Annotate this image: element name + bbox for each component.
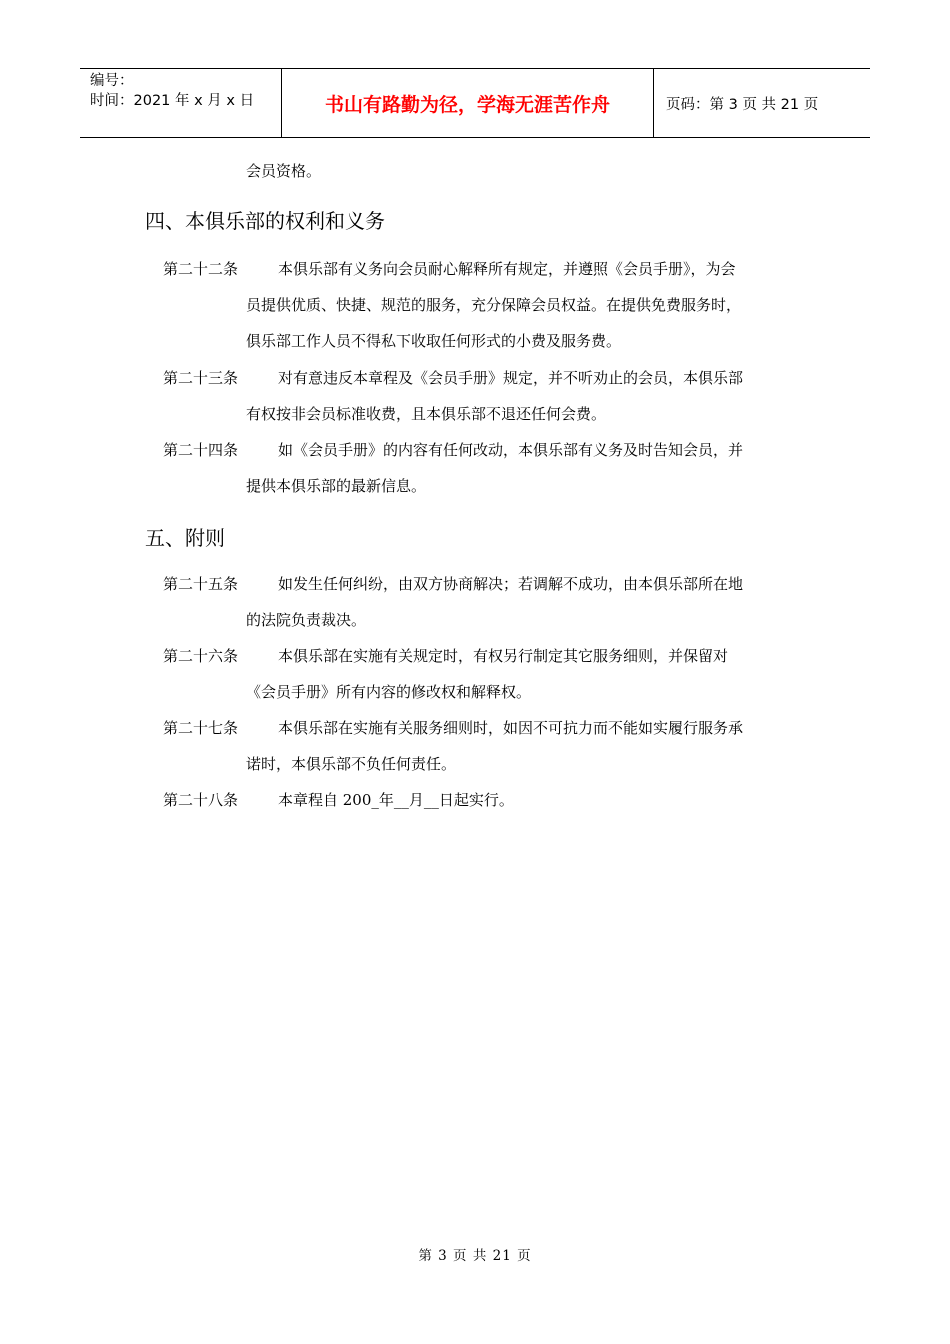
article-line: 如《会员手册》的内容有任何改动，本俱乐部有义务及时告知会员，并 [278, 441, 744, 459]
page-header [80, 68, 870, 138]
doc-number-label: 编号： [90, 73, 134, 89]
header-page-info: 页码：第 3 页 共 21 页 [666, 96, 819, 113]
article-line: 本俱乐部有义务向会员耐心解释所有规定，并遵照《会员手册》，为会 [278, 260, 736, 278]
article-line: 本俱乐部在实施有关服务细则时，如因不可抗力而不能如实履行服务承 [278, 719, 744, 737]
section-title-appendix: 五、附则 [145, 526, 225, 550]
doc-date-label: 时间：2021 年 x 月 x 日 [90, 93, 255, 109]
header-motto: 书山有路勤为径，学海无涯苦作舟 [282, 69, 654, 137]
article-28 [163, 782, 813, 818]
article-line: 《会员手册》所有内容的修改权和解释权。 [246, 683, 532, 701]
article-25 [163, 566, 813, 638]
article-27 [163, 710, 813, 782]
article-23 [163, 360, 813, 432]
page-footer: 第 3 页 共 21 页 [418, 1248, 532, 1264]
article-number: 第二十七条 [163, 719, 239, 737]
article-line: 本俱乐部在实施有关规定时，有权另行制定其它服务细则，并保留对 [278, 647, 729, 665]
article-number: 第二十四条 [163, 441, 239, 459]
leading-text: 会员资格。 [246, 162, 322, 180]
article-line: 如发生任何纠纷，由双方协商解决；若调解不成功，由本俱乐部所在地 [278, 575, 744, 593]
article-line: 本章程自 200_年__月__日起实行。 [278, 791, 514, 809]
article-number: 第二十六条 [163, 647, 239, 665]
article-24 [163, 432, 813, 504]
article-number: 第二十八条 [163, 791, 239, 809]
section-title-rights: 四、本俱乐部的权利和义务 [145, 209, 385, 233]
article-line: 对有意违反本章程及《会员手册》规定，并不听劝止的会员，本俱乐部 [278, 369, 744, 387]
article-number: 第二十五条 [163, 575, 239, 593]
article-line: 有权按非会员标准收费，且本俱乐部不退还任何会费。 [246, 405, 607, 423]
article-22 [163, 251, 813, 359]
article-number: 第二十三条 [163, 369, 239, 387]
article-number: 第二十二条 [163, 260, 239, 278]
article-line: 诺时，本俱乐部不负任何责任。 [246, 755, 457, 773]
article-line: 的法院负责裁决。 [246, 611, 367, 629]
article-line: 俱乐部工作人员不得私下收取任何形式的小费及服务费。 [246, 332, 622, 350]
header-meta [80, 69, 282, 137]
article-26 [163, 638, 813, 710]
article-line: 提供本俱乐部的最新信息。 [246, 477, 427, 495]
article-line: 员提供优质、快捷、规范的服务，充分保障会员权益。在提供免费服务时， [246, 296, 742, 314]
